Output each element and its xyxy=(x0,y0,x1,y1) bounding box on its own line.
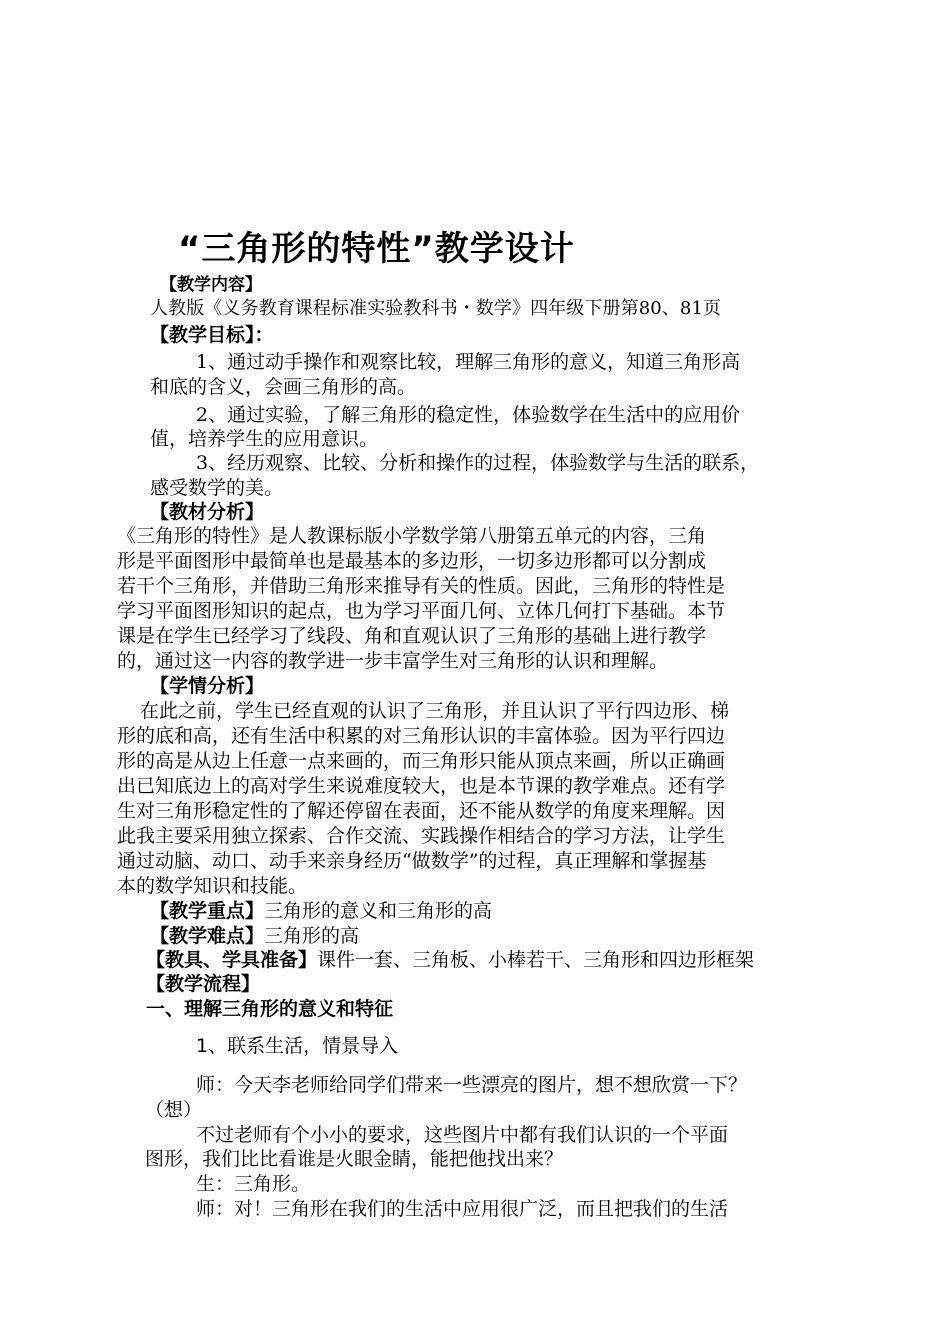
paragraph-4: 师：对！三角形在我们的生活中应用很广泛，而且把我们的生活 xyxy=(196,1198,729,1220)
tools-row xyxy=(146,948,754,972)
goal-3-line-1: 3、经历观察、比较、分析和操作的过程，体验数学与生活的联系， xyxy=(196,452,760,474)
student-line: 本的数学知识和技能。 xyxy=(117,875,308,897)
goal-1-line-2: 和底的含义，会画三角形的高。 xyxy=(150,376,417,398)
student-line: 出已知底边上的高对学生来说难度较大，也是本节课的教学难点。还有学 xyxy=(117,775,726,797)
student-line: 形的高是从边上任意一点来画的，而三角形只能从顶点来画，所以正确画 xyxy=(117,750,726,772)
goal-2-line-1: 2、通过实验，了解三角形的稳定性，体验数学在生活中的应用价 xyxy=(196,404,741,426)
key-point-text: 三角形的意义和三角形的高 xyxy=(264,900,493,922)
analysis-line: 形是平面图形中最简单也是最基本的多边形，一切多边形都可以分割成 xyxy=(117,550,707,572)
student-line: 在此之前，学生已经直观的认识了三角形，并且认识了平行四边形、梯 xyxy=(140,700,730,722)
student-line: 通过动脑、动口、动手来亲身经历“做数学”的过程，真正理解和掌握基 xyxy=(117,850,707,872)
section-1-heading: 一、理解三角形的意义和特征 xyxy=(146,998,394,1020)
paragraph-2-line-2: 图形，我们比比看谁是火眼金睛，能把他找出来？ xyxy=(145,1148,564,1170)
student-line: 形的底和高，还有生活中积累的对三角形认识的丰富体验。因为平行四边 xyxy=(117,725,726,747)
analysis-line: 学习平面图形知识的起点，也为学习平面几何、立体几何打下基础。本节 xyxy=(117,600,726,622)
content-text: 人教版《义务教育课程标准实验教科书・数学》四年级下册第80、81页 xyxy=(150,298,722,319)
tools-heading: 【教具、学具准备】 xyxy=(146,949,318,971)
analysis-line: 的，通过这一内容的教学进一步丰富学生对三角形的认识和理解。 xyxy=(117,650,669,672)
goal-3-line-2: 感受数学的美。 xyxy=(150,477,284,499)
analysis-heading: 【教材分析】 xyxy=(150,501,265,523)
paragraph-3: 生：三角形。 xyxy=(196,1173,311,1195)
student-line: 生对三角形稳定性的了解还停留在表面，还不能从数学的角度来理解。因 xyxy=(117,800,726,822)
goals-heading: 【教学目标】： xyxy=(150,324,274,346)
goal-1-line-1: 1、通过动手操作和观察比较，理解三角形的意义，知道三角形高 xyxy=(196,351,741,373)
key-point-row xyxy=(150,899,492,923)
paragraph-2-line-1: 不过老师有个小小的要求，这些图片中都有我们认识的一个平面 xyxy=(196,1124,729,1146)
goal-2-line-2: 值，培养学生的应用意识。 xyxy=(150,428,379,450)
difficulty-heading: 【教学难点】 xyxy=(150,925,265,947)
step-1-heading: 1、联系生活，情景导入 xyxy=(196,1035,399,1057)
paragraph-1-line-2: （想） xyxy=(145,1099,203,1121)
analysis-line: 若干个三角形，并借助三角形来推导有关的性质。因此，三角形的特性是 xyxy=(117,575,726,597)
content-heading: 【教学内容】 xyxy=(160,275,262,295)
paragraph-1-line-1: 师：今天李老师给同学们带来一些漂亮的图片，想不想欣赏一下？ xyxy=(196,1074,748,1096)
analysis-line: 课是在学生已经学习了线段、角和直观认识了三角形的基础上进行教学 xyxy=(117,625,707,647)
difficulty-text: 三角形的高 xyxy=(264,925,360,947)
document-title: “三角形的特性”教学设计 xyxy=(178,229,575,269)
analysis-line: 《三角形的特性》是人教课标版小学数学第八册第五单元的内容，三角 xyxy=(117,525,707,547)
student-line: 此我主要采用独立探索、合作交流、实践操作相结合的学习方法，让学生 xyxy=(117,825,726,847)
difficulty-row xyxy=(150,924,359,948)
key-point-heading: 【教学重点】 xyxy=(150,900,265,922)
student-heading: 【学情分析】 xyxy=(150,675,265,697)
tools-text: 课件一套、三角板、小棒若干、三角形和四边形框架 xyxy=(317,949,755,971)
process-heading: 【教学流程】 xyxy=(146,973,261,995)
